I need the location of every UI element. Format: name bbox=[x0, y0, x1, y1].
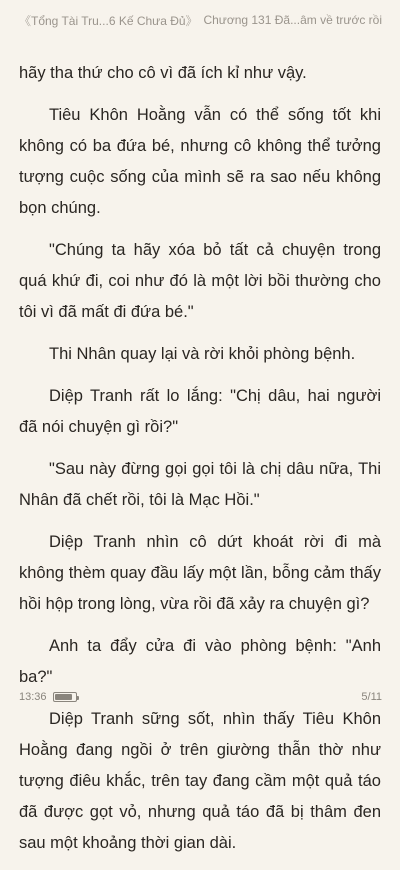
paragraph: "Sau này đừng gọi gọi tôi là chị dâu nữa, Thi Nhân đã chết rồi, tôi là Mạc Hồi." bbox=[19, 460, 381, 509]
reader-footer bbox=[0, 682, 400, 712]
paragraph: hãy tha thứ cho cô vì đã ích kỉ như vậy. bbox=[19, 64, 307, 82]
status-group bbox=[19, 691, 77, 703]
paragraph: Diệp Tranh nhìn cô dứt khoát rời đi mà không thèm quay đầu lấy một lần, bỗng cảm thấy hồi hộp trong lòng, vừa rồi đã xảy ra chuyện gì? bbox=[19, 533, 381, 613]
battery-level bbox=[55, 694, 72, 700]
paragraph: Anh ta đẩy cửa đi vào phòng bệnh: "Anh ba?" bbox=[19, 637, 381, 686]
clock-time: 13:36 bbox=[19, 691, 47, 703]
paragraph: Thi Nhân quay lại và rời khỏi phòng bệnh. bbox=[49, 345, 356, 363]
paragraph: Diệp Tranh rất lo lắng: "Chị dâu, hai người đã nói chuyện gì rồi?" bbox=[19, 387, 381, 436]
battery-icon bbox=[53, 692, 77, 702]
paragraph: "Chúng ta hãy xóa bỏ tất cả chuyện trong quá khứ đi, coi như đó là một lời bồi thường cho tôi vì đã mất đi đứa bé." bbox=[19, 241, 381, 321]
book-title: 《Tổng Tài Tru...6 Kế Chưa Đủ》 bbox=[19, 13, 198, 28]
chapter-title: Chương 131 Đã...âm về trước rồi bbox=[203, 13, 382, 27]
reader-content[interactable] bbox=[19, 58, 381, 870]
paragraph: Diệp Tranh sững sốt, nhìn thấy Tiêu Khôn Hoằng đang ngồi ở trên giường thẫn thờ như tượng điêu khắc, trên tay đang cầm một quả táo đã được gọt vỏ, nhưng quả táo đã bị thâm đen sau một khoảng thời gian dài. bbox=[19, 710, 381, 852]
page-indicator: 5/11 bbox=[361, 691, 382, 703]
reader-header bbox=[0, 0, 400, 40]
paragraph: Tiêu Khôn Hoằng vẫn có thể sống tốt khi không có ba đứa bé, nhưng cô không thể tưởng tượng cuộc sống của mình sẽ ra sao nếu không bọn chúng. bbox=[19, 106, 381, 217]
